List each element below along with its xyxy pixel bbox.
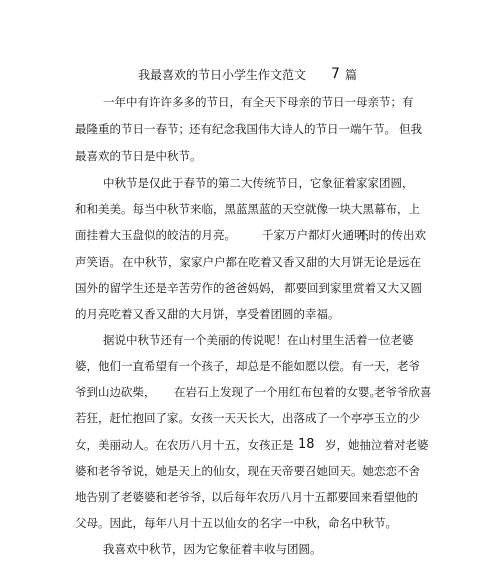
text-segment: 和和美美。每当中秋节来临，黑蓝黑蓝的天空就像一块大黑幕布，上 bbox=[75, 202, 420, 216]
text-segment: 父母。因此，每年八月十五以仙女的名字一中秋，命名中秋节。 bbox=[75, 516, 397, 530]
text-line bbox=[0, 277, 500, 299]
text-segment: 在岩石上发现了一个用红布包着的女婴。 bbox=[174, 385, 381, 399]
text-segment: 地告别了老婆婆和老爷爷， bbox=[75, 490, 213, 504]
text-segment: 最隆重的节日一春节； bbox=[75, 122, 190, 136]
text-segment: 还有纪念我国伟大诗人的节日一端午节。 bbox=[189, 122, 396, 136]
text-line bbox=[0, 512, 500, 534]
text-segment: 国外的留学生还是辛苦劳作的爸爸妈妈， bbox=[75, 281, 282, 295]
text-line bbox=[0, 145, 500, 167]
text-segment: 千家万户都灯火通明， bbox=[262, 228, 377, 242]
text-segment: 岁，她抽泣着对老婆 bbox=[325, 438, 429, 452]
text-line bbox=[0, 251, 500, 273]
text-segment: 若狂，赶忙抱回了家。女孩一天天长大，出落成了一个亭亭玉立的少 bbox=[75, 411, 420, 425]
text-segment: 爷到山边砍柴， bbox=[75, 385, 156, 399]
text-line bbox=[0, 198, 500, 220]
text-segment: 中秋节是仅此于春节的第二大传统节日，它象征着家家团圆， bbox=[103, 176, 414, 190]
text-segment: 面挂着大玉盘似的皎洁的月亮。 bbox=[75, 228, 236, 242]
text-line bbox=[0, 434, 500, 456]
text-segment: 以后每年农历八月十五都要回来看望他的 bbox=[211, 490, 418, 504]
text-segment: 的月亮吃着又香又甜的大月饼，享受着团圆的幸福。 bbox=[75, 307, 340, 321]
text-segment: 最喜欢的节日是中秋节。 bbox=[75, 149, 202, 163]
text-line bbox=[0, 172, 500, 194]
text-segment: 女，美丽动人。在农历八月十五，女孩正是 bbox=[75, 438, 294, 452]
text-line bbox=[0, 91, 500, 113]
text-line bbox=[0, 407, 500, 429]
title-unit: 篇 bbox=[345, 68, 358, 82]
text-line bbox=[0, 303, 500, 325]
text-segment: 都要回到家里赏着又大又圆 bbox=[284, 281, 422, 295]
text-segment: 老爷爷欣喜 bbox=[374, 385, 432, 399]
text-line bbox=[0, 460, 500, 482]
title-text: 我最喜欢的节日小学生作文范文 bbox=[138, 68, 307, 82]
text-line bbox=[0, 118, 500, 140]
text-segment: 据说中秋节还有一个美丽的传说呢！在山村里生活着一位老婆 bbox=[103, 333, 414, 347]
text-line bbox=[0, 538, 500, 560]
text-segment: 声笑语。 bbox=[75, 255, 121, 269]
text-line bbox=[0, 486, 500, 508]
document-title bbox=[0, 64, 500, 86]
text-line bbox=[0, 381, 500, 403]
text-line bbox=[0, 329, 500, 351]
title-number: 7 bbox=[331, 66, 340, 82]
text-segment: 在中秋节，家家户户都在吃着又香又甜的大月饼无论是远在 bbox=[122, 255, 421, 269]
text-segment: 我喜欢中秋节，因为它象征着丰收与团圆。 bbox=[103, 542, 322, 556]
text-line bbox=[0, 355, 500, 377]
text-segment: 不时的传出欢 bbox=[357, 228, 426, 242]
text-segment: 但我 bbox=[399, 122, 422, 136]
text-line bbox=[0, 224, 500, 246]
age-number: 18 bbox=[298, 437, 315, 452]
text-segment: 婆，他们一直希望有一个孩子，却总是不能如愿以偿。有一天，老爷 bbox=[75, 359, 420, 373]
text-segment: 一年中有许许多多的节日，有全天下母亲的节日一母亲节；有 bbox=[103, 95, 414, 109]
text-segment: 婆和老爷爷说，她是天上的仙女，现在天帝要召她回天。她恋恋不舍 bbox=[75, 464, 420, 478]
